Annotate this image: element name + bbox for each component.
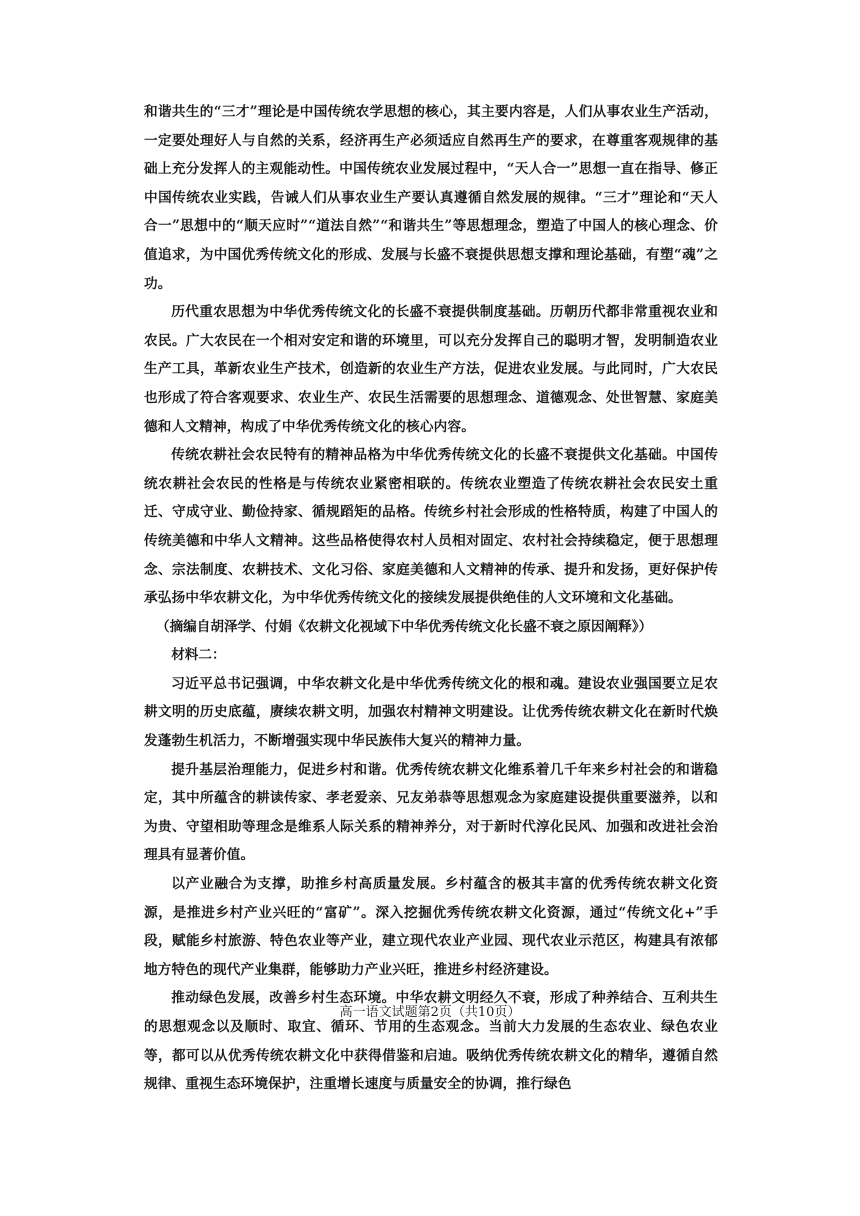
paragraph-green: 推动绿色发展，改善乡村生态环境。中华农耕文明经久不衰，形成了种养结合、互利共生的思想观念以及顺时、取宜、循环、节用的生态观念。当前大力发展的生态农业、绿色农业等，都可以从优秀传统农耕文化中获得借鉴和启迪。吸纳优秀传统农耕文化的精华，遵循自然规律、重视生态环境保护，注重增长速度与质量安全的协调，推行绿色 [144,990,718,1093]
material-two-heading: 材料二： [171,647,226,664]
paragraph-pinge: 传统农耕社会农民特有的精神品格为中华优秀传统文化的长盛不衰提供文化基础。中国传统农耕社会农民的性格是与传统农业紧密相联的。传统农业塑造了传统农耕社会农民安土重迁、守成守业、勤俭持家、循规蹈矩的品格。传统乡村社会形成的性格特质，构建了中国人的传统美德和中华人文精神。这些品格使得农村人员相对固定、农村社会持续稳定，便于思想理念、宗法制度、农耕技术、文化习俗、家庭美德和人文精神的传承、提升和发扬，更好保护传承弘扬中华农耕文化，为中华优秀传统文化的接续发展提供绝佳的人文环境和文化基础。 [144,447,718,607]
document-body [144,98,718,1099]
paragraph-sancai: 和谐共生的“三才”理论是中国传统农学思想的核心，其主要内容是，人们从事农业生产活动，一定要处理好人与自然的关系，经济再生产必须适应自然再生产的要求，在尊重客观规律的基础上充分发挥人的主观能动性。中国传统农业发展过程中，“天人合一”思想一直在指导、修正中国传统农业实践，告诫人们从事农业生产要认真遵循自然发展的规律。“三才”理论和“天人合一”思想中的“顺天应时”“道法自然”“和谐共生”等思想理念，塑造了中国人的核心理念、价值追求，为中国优秀传统文化的形成、发展与长盛不衰提供思想支撑和理论基础，有塑“魂”之功。 [144,104,718,292]
page-footer: 高一语文试题第2页（共10页） [339,1005,521,1020]
paragraph-zhongnong: 历代重农思想为中华优秀传统文化的长盛不衰提供制度基础。历朝历代都非常重视农业和农民。广大农民在一个相对安定和谐的环境里，可以充分发挥自己的聪明才智，发明制造农业生产工具，革新农业生产技术，创造新的农业生产方法，促进农业发展。与此同时，广大农民也形成了符合客观要求、农业生产、农民生活需要的思想理念、道德观念、处世智慧、家庭美德和人文精神，构成了中华优秀传统文化的核心内容。 [144,304,718,435]
paragraph-industry: 以产业融合为支撑，助推乡村高质量发展。乡村蕴含的极其丰富的优秀传统农耕文化资源，是推进乡村产业兴旺的“富矿”。深入挖掘优秀传统农耕文化资源，通过“传统文化+”手段，赋能乡村旅游、特色农业等产业，建立现代农业产业园、现代农业示范区，构建具有浓郁地方特色的现代产业集群，能够助力产业兴旺，推进乡村经济建设。 [144,876,718,978]
paragraph-xi-emphasis: 习近平总书记强调，中华农耕文化是中华优秀传统文化的根和魂。建设农业强国要立足农耕文明的历史底蕴，赓续农耕文明，加强农村精神文明建设。让优秀传统农耕文化在新时代焕发蓬勃生机活力，不断增强实现中华民族伟大复兴的精神力量。 [144,675,718,750]
source-citation: （摘编自胡泽学、付娟《农耕文化视域下中华优秀传统文化长盛不衰之原因阐释》） [156,618,653,635]
paragraph-governance: 提升基层治理能力，促进乡村和谐。优秀传统农耕文化维系着几千年来乡村社会的和谐稳定，其中所蕴含的耕读传家、孝老爱亲、兄友弟恭等思想观念为家庭建设提供重要滋养，以和为贵、守望相助等理念是维系人际关系的精神养分，对于新时代淳化民风、加强和改进社会治理具有显著价值。 [144,761,718,864]
